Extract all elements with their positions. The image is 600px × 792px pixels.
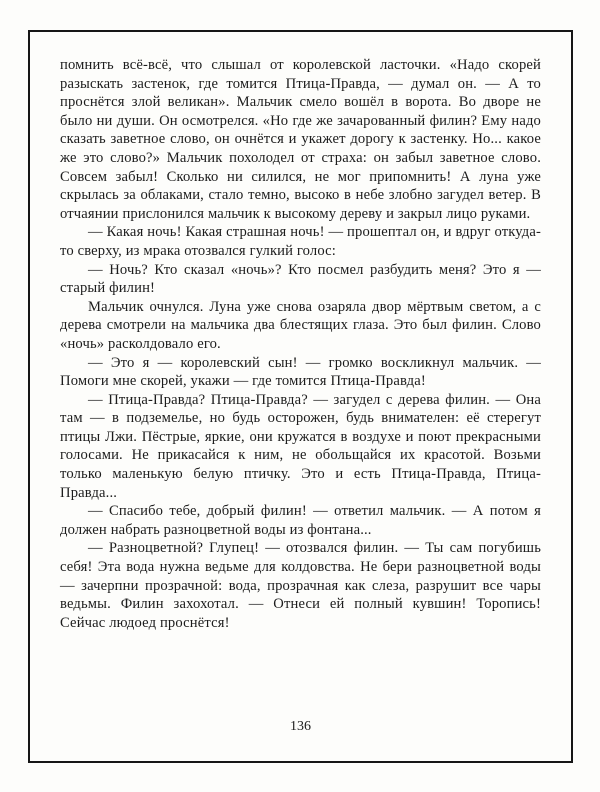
text-block [60, 56, 541, 632]
paragraph: помнить всё-всё, что слышал от королевской ласточки. «Надо скорей разыскать застенок, где томится Птица-Правда, — думал он. — А то проснётся злой великан». Мальчик смело вошёл в ворота. Во дворе не было ни души. Он осмотрелся. «Но где же зачарованный филин? Ему надо сказать заветное слово, он очнётся и укажет дорогу к застенку. Но... какое же это слово?» Мальчик похолодел от страха: он забыл заветное слово. Совсем забыл! Сколько ни силился, не мог припомнить! А луна уже скрылась за облаками, стало темно, высоко в небе злобно загудел ветер. В отчаянии прислонился мальчик к высокому дереву и закрыл лицо руками. [60, 57, 541, 222]
paragraph: — Это я — королевский сын! — громко воскликнул мальчик. — Помоги мне скорей, укажи — где томится Птица-Правда! [60, 354, 541, 390]
page-number: 136 [290, 719, 311, 734]
paragraph: — Спасибо тебе, добрый филин! — ответил мальчик. — А потом я должен набрать разноцветной воды из фонтана... [60, 503, 541, 538]
paragraph: Мальчик очнулся. Луна уже снова озаряла двор мёртвым светом, а с дерева смотрели на мальчика два блестящих глаза. Это был филин. Слово «ночь» расколдовало его. [60, 298, 541, 352]
page-border-frame [28, 30, 573, 763]
paragraph: — Ночь? Кто сказал «ночь»? Кто посмел разбудить меня? Это я — старый филин! [60, 261, 541, 297]
paragraph: — Разноцветной? Глупец! — отозвался филин. — Ты сам погубишь себя! Эта вода нужна ведьме для колдовства. Не бери разноцветной воды — зачерпни прозрачной: вода, прозрачная как слеза, разрушит все чары ведьмы. Филин захохотал. — Отнеси ей полный кувшин! Торопись! Сейчас людоед проснётся! [60, 540, 541, 631]
paragraph: — Птица-Правда? Птица-Правда? — загудел с дерева филин. — Она там — в подземелье, но будь осторожен, будь внимателен: её стерегут птицы Лжи. Пёстрые, яркие, они кружатся в воздухе и поют прекрасными голосами. Не прикасайся к ним, не обольщайся их красотой. Возьми только маленькую белую птичку. Это и есть Птица-Правда, Птица-Правда... [60, 391, 541, 501]
paragraph: — Какая ночь! Какая страшная ночь! — прошептал он, и вдруг откуда-то сверху, из мрака отозвался гулкий голос: [60, 224, 541, 259]
